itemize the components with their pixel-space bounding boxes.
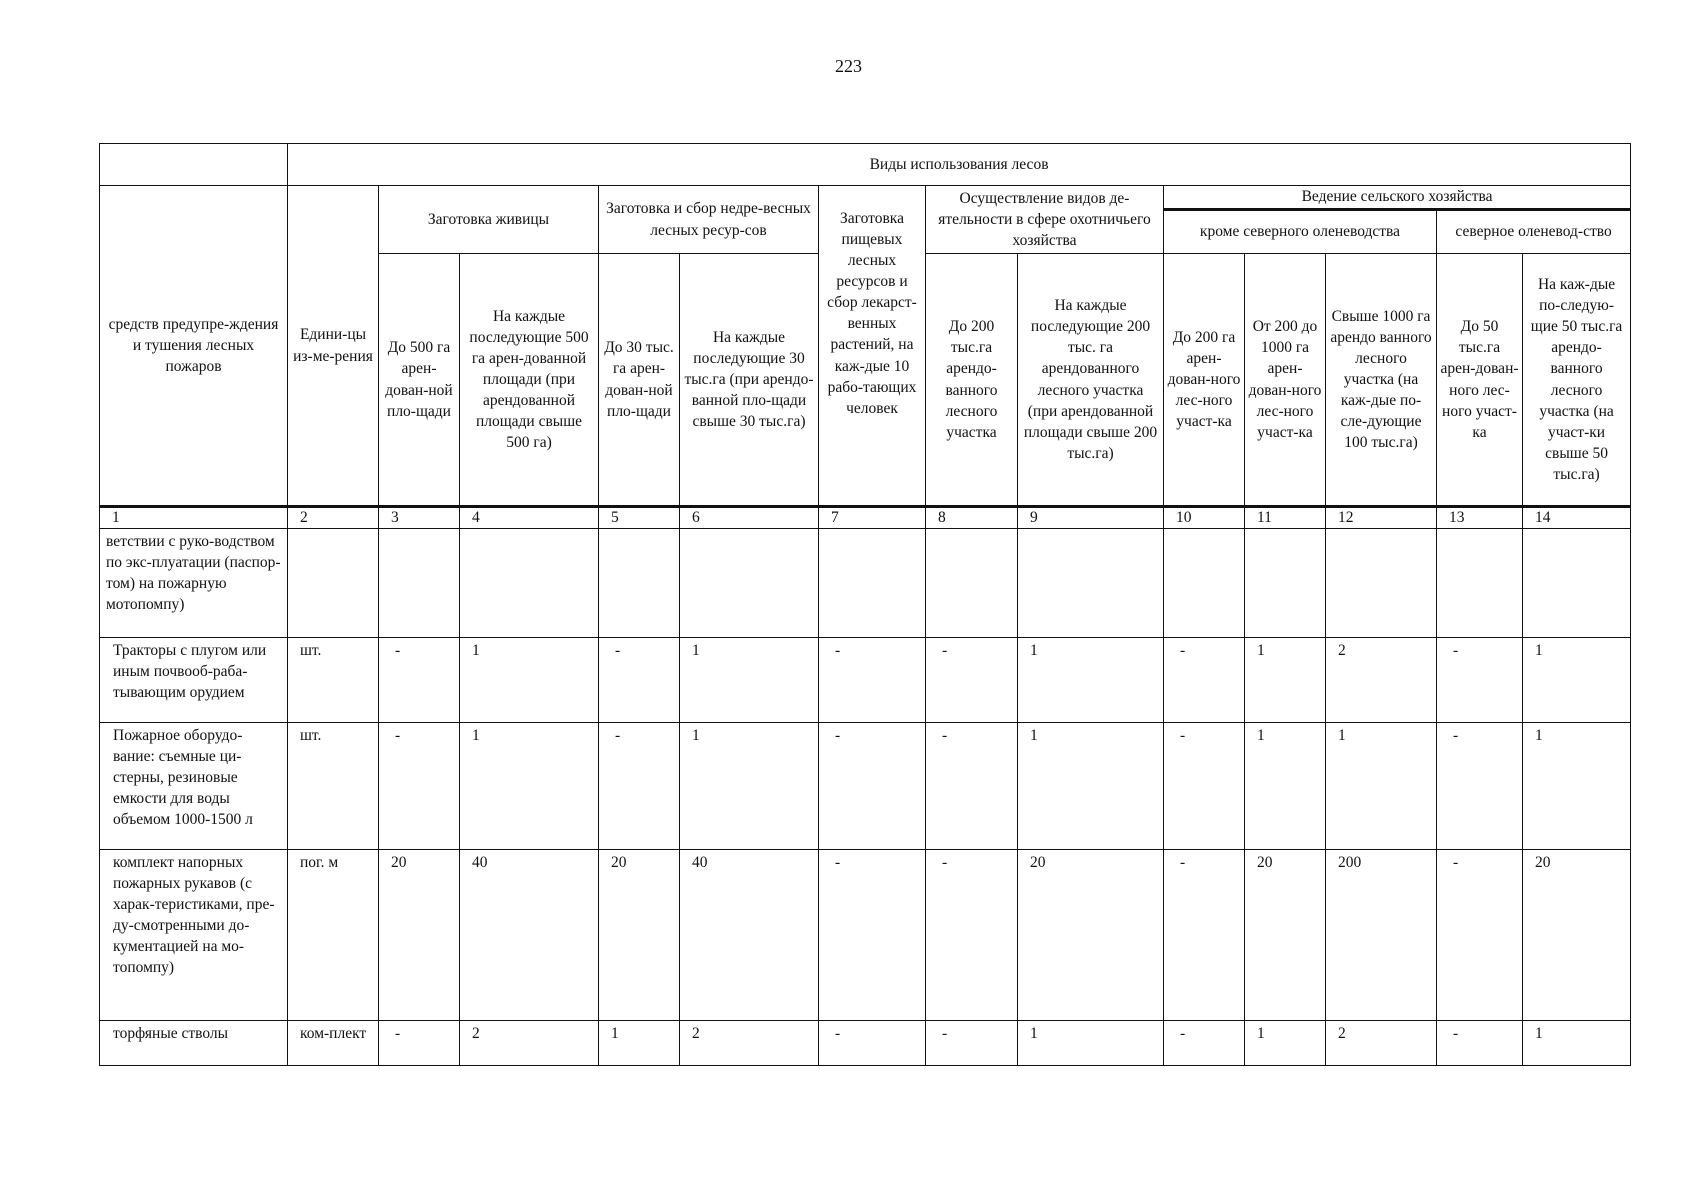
cell-value: 20 — [1245, 850, 1326, 1021]
header-row-groups — [100, 186, 1631, 210]
header-c13: До 50 тыс.га арен-дован-ного лес-ного участ-ка — [1437, 254, 1523, 507]
table-row — [100, 723, 1631, 850]
row-unit — [288, 529, 379, 638]
cell-value — [819, 529, 926, 638]
column-number: 10 — [1164, 507, 1245, 529]
header-group-nedrev: Заготовка и сбор недре-весных лесных ресур-сов — [599, 186, 819, 254]
cell-value: - — [379, 1021, 460, 1066]
table-row — [100, 850, 1631, 1021]
cell-value: - — [1437, 850, 1523, 1021]
row-unit: ком-плект — [288, 1021, 379, 1066]
cell-value: 1 — [680, 638, 819, 723]
table-row — [100, 638, 1631, 723]
column-number: 11 — [1245, 507, 1326, 529]
column-number: 13 — [1437, 507, 1523, 529]
header-c11: От 200 до 1000 га арен-дован-ного лес-ного участ-ка — [1245, 254, 1326, 507]
cell-value: - — [819, 850, 926, 1021]
row-name: комплект напорных пожарных рукавов (с харак-теристиками, пре-ду-смотренными до-кументацией на мо-топомпу) — [100, 850, 288, 1021]
cell-value: - — [599, 723, 680, 850]
cell-value — [1018, 529, 1164, 638]
cell-value: 1 — [1326, 723, 1437, 850]
header-group-pishch: Заготовка пищевых лесных ресурсов и сбор лекарст-венных растений, на каж-дые 10 рабо-тающих человек — [819, 186, 926, 507]
cell-value: 2 — [1326, 638, 1437, 723]
cell-value: 1 — [1018, 1021, 1164, 1066]
cell-value: 1 — [460, 638, 599, 723]
cell-value: 2 — [460, 1021, 599, 1066]
cell-value: 1 — [1523, 638, 1631, 723]
header-c4: На каждые последующие 500 га арен-дованной площади (при арендованной площади свыше 500 га) — [460, 254, 599, 507]
header-c6: На каждые последующие 30 тыс.га (при арендо-ванной пло-щади свыше 30 тыс.га) — [680, 254, 819, 507]
cell-value — [460, 529, 599, 638]
cell-value: 1 — [680, 723, 819, 850]
header-row-title — [100, 144, 1631, 186]
column-number: 1 — [100, 507, 288, 529]
cell-value: - — [599, 638, 680, 723]
cell-value: 1 — [1245, 723, 1326, 850]
cell-value: - — [819, 638, 926, 723]
cell-value — [680, 529, 819, 638]
cell-value: - — [819, 1021, 926, 1066]
cell-value: - — [819, 723, 926, 850]
column-number: 14 — [1523, 507, 1631, 529]
forest-fire-equipment-table — [99, 143, 1631, 1066]
cell-value — [1164, 529, 1245, 638]
cell-value: - — [1164, 1021, 1245, 1066]
table-row — [100, 529, 1631, 638]
header-c12: Свыше 1000 га арендо ванного лесного участка (на каж-дые по-сле-дующие 100 тыс.га) — [1326, 254, 1437, 507]
cell-value: 1 — [1245, 638, 1326, 723]
cell-value: 2 — [1326, 1021, 1437, 1066]
column-number: 9 — [1018, 507, 1164, 529]
cell-value: - — [1164, 638, 1245, 723]
header-group-selkhoz: Ведение сельского хозяйства — [1164, 186, 1631, 210]
row-name: торфяные стволы — [100, 1021, 288, 1066]
cell-value: - — [1437, 638, 1523, 723]
cell-value: 40 — [460, 850, 599, 1021]
cell-value: 1 — [1523, 1021, 1631, 1066]
cell-value: - — [1164, 723, 1245, 850]
header-c3: До 500 га арен-дован-ной пло-щади — [379, 254, 460, 507]
cell-value: - — [379, 638, 460, 723]
cell-value — [379, 529, 460, 638]
cell-value: 20 — [1018, 850, 1164, 1021]
column-number: 12 — [1326, 507, 1437, 529]
column-number: 8 — [926, 507, 1018, 529]
header-c8: До 200 тыс.га арендо-ванного лесного участка — [926, 254, 1018, 507]
cell-value — [1245, 529, 1326, 638]
header-c9: На каждые последующие 200 тыс. га арендованного лесного участка (при арендованной площади свыше 200 тыс.га) — [1018, 254, 1164, 507]
row-unit: шт. — [288, 638, 379, 723]
row-name: Тракторы с плугом или иным почвооб-раба-тывающим орудием — [100, 638, 288, 723]
cell-value — [599, 529, 680, 638]
header-group-okhot: Осуществление видов де-ятельности в сфере охотничьего хозяйства — [926, 186, 1164, 254]
column-number: 7 — [819, 507, 926, 529]
header-c10: До 200 га арен-дован-ного лес-ного участ-ка — [1164, 254, 1245, 507]
cell-value — [926, 529, 1018, 638]
cell-value: 1 — [1523, 723, 1631, 850]
column-number: 6 — [680, 507, 819, 529]
cell-value — [1437, 529, 1523, 638]
cell-value: 20 — [1523, 850, 1631, 1021]
cell-value — [1523, 529, 1631, 638]
row-name: ветствии с руко-водством по экс-плуатации (паспор-том) на пожарную мотопомпу) — [100, 529, 288, 638]
cell-value: 1 — [1018, 723, 1164, 850]
cell-value: 200 — [1326, 850, 1437, 1021]
cell-value: - — [926, 723, 1018, 850]
header-c5: До 30 тыс. га арен-дован-ной пло-щади — [599, 254, 680, 507]
cell-value: - — [926, 850, 1018, 1021]
column-number: 3 — [379, 507, 460, 529]
header-sub-krome: кроме северного оленеводства — [1164, 210, 1437, 254]
column-number: 5 — [599, 507, 680, 529]
cell-value: 1 — [1018, 638, 1164, 723]
cell-value: - — [926, 1021, 1018, 1066]
cell-value — [1326, 529, 1437, 638]
cell-value: - — [1437, 1021, 1523, 1066]
cell-value: 1 — [1245, 1021, 1326, 1066]
cell-value: 2 — [680, 1021, 819, 1066]
cell-value: - — [1164, 850, 1245, 1021]
cell-value: 20 — [599, 850, 680, 1021]
column-number: 2 — [288, 507, 379, 529]
page-number: 223 — [835, 56, 862, 76]
cell-value: 1 — [599, 1021, 680, 1066]
header-empty-cell — [100, 144, 288, 186]
header-group-zhivitsa: Заготовка живицы — [379, 186, 599, 254]
row-name: Пожарное оборудо-вание: съемные ци-стерны, резиновые емкости для воды объемом 1000-1500 л — [100, 723, 288, 850]
cell-value: - — [1437, 723, 1523, 850]
cell-value: - — [926, 638, 1018, 723]
row-unit: пог. м — [288, 850, 379, 1021]
header-c14: На каж-дые по-следую-щие 50 тыс.га арендо-ванного лесного участка (на участ-ки свыше 50 тыс.га) — [1523, 254, 1631, 507]
column-number-row — [100, 507, 1631, 529]
cell-value: - — [379, 723, 460, 850]
header-sub-severnoe: северное оленевод-ство — [1437, 210, 1631, 254]
column-number: 4 — [460, 507, 599, 529]
header-title: Виды использования лесов — [288, 144, 1631, 186]
cell-value: 40 — [680, 850, 819, 1021]
table-row — [100, 1021, 1631, 1066]
header-col1: средств предупре-ждения и тушения лесных пожаров — [100, 186, 288, 507]
row-unit: шт. — [288, 723, 379, 850]
cell-value: 20 — [379, 850, 460, 1021]
cell-value: 1 — [460, 723, 599, 850]
header-col2: Едини-цы из-ме-рения — [288, 186, 379, 507]
